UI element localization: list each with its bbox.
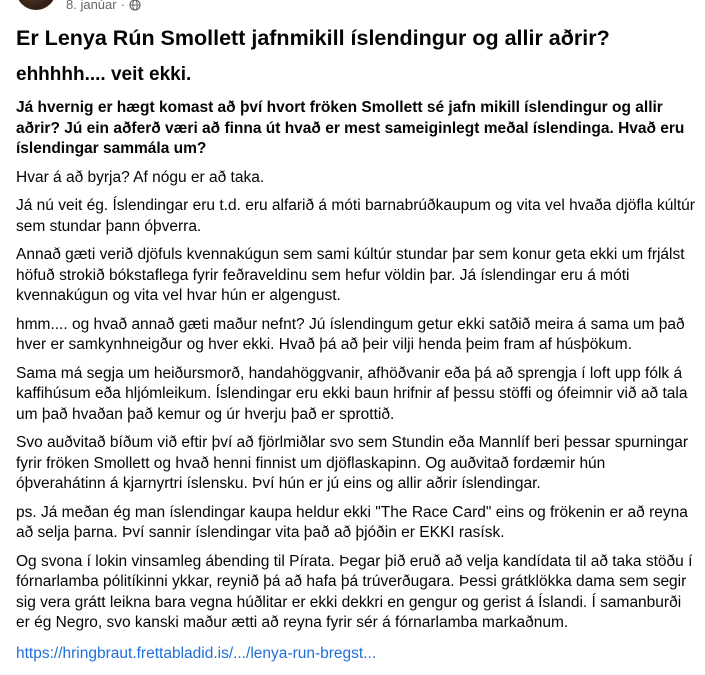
post-meta — [66, 0, 141, 13]
paragraph: ps. Já meðan ég man íslendingar kaupa heldur ekki "The Race Card" eins og frökenin er að reyna að selja þarna. Því sannir íslendingar vita það að þjóðin er EKKI rasísk. — [16, 503, 688, 541]
paragraph: Svo auðvitað bíðum við eftir því að fjörlmiðlar svo sem Stundin eða Mannlíf beri þessar spurningar fyrir fröken Smollett og hvað henni finnist um djöflaskapinn. Og auðvitað fordæmir hún óþverahátinn á kjarnyrtri íslensku. Því hún er jú eins og allir aðrir íslendingar. — [16, 434, 689, 492]
paragraph: Hvar á að byrja? Af nógu er að taka. — [16, 168, 265, 186]
post-subtitle: ehhhhh.... veit ekki. — [16, 64, 192, 85]
post-date[interactable]: 8. janúar — [66, 0, 117, 12]
paragraph: Já nú veit ég. Íslendingar eru t.d. eru alfarið á móti barnabrúðkaupum og vita vel hvaða djöfla kúltúr sem stundar þann óþverra. — [16, 197, 695, 235]
meta-separator: · — [120, 0, 125, 12]
globe-icon[interactable] — [129, 0, 141, 11]
avatar[interactable] — [16, 0, 56, 10]
post-title: Er Lenya Rún Smollett jafnmikill íslendingur og allir aðrir? — [16, 26, 610, 50]
paragraph: hmm.... og hvað annað gæti maður nefnt? Jú íslendingum getur ekki satðið meira á sama um það hver er samkynhneigður og hver ekki. Hvað þá að þeir vilji henda þeim fram af húsþökum. — [16, 315, 685, 353]
post-intro: Já hvernig er hægt komast að því hvort fröken Smollett sé jafn mikill íslendingur og allir aðrir? Jú ein aðferð væri að finna út hvað er mest sameiginlegt meðal íslendinga. Hvað eru íslendingar sammála um? — [16, 99, 685, 157]
paragraph: Sama má segja um heiðursmorð, handahöggvanir, afhöðvanir eða þá að sprengja í loft upp fólk á kaffihúsum eða hljómleikum. Íslendingar eru ekki baun hrifnir af þessu stöffi og ófeimnir við að tala um það hvaðan það kemur og úr hverju það er sprottið. — [16, 364, 688, 423]
article-link[interactable]: https://hringbraut.frettabladid.is/.../lenya-run-bregst... — [16, 644, 377, 662]
post-body — [16, 24, 698, 664]
paragraph: Annað gæti verið djöfuls kvennakúgun sem sami kúltúr stundar þar sem konur geta ekki um frjálst höfuð strokið bókstaflega fyrir feðraveldinu sem hefur völdin þar. Já íslendingar eru á móti kvennakúgun og vita vel hvar hún er algengust. — [16, 246, 685, 304]
paragraph: Og svona í lokin vinsamleg ábending til Pírata. Þegar þið eruð að velja kandídata til að taka stöðu í fórnarlamba pólitíkinni ykkar, reynið þá að hafa þá trúverðugara. Þessi grátklökka dama sem segir sig vera grátt leikna bara vegna húðlitar er ekki dekkri en gengur og gerist á Íslandi. Í samanburði er ég Negro, svo kanski maður ætti að reyna fyrir sér á fórnarlamba markaðnum. — [16, 552, 693, 631]
